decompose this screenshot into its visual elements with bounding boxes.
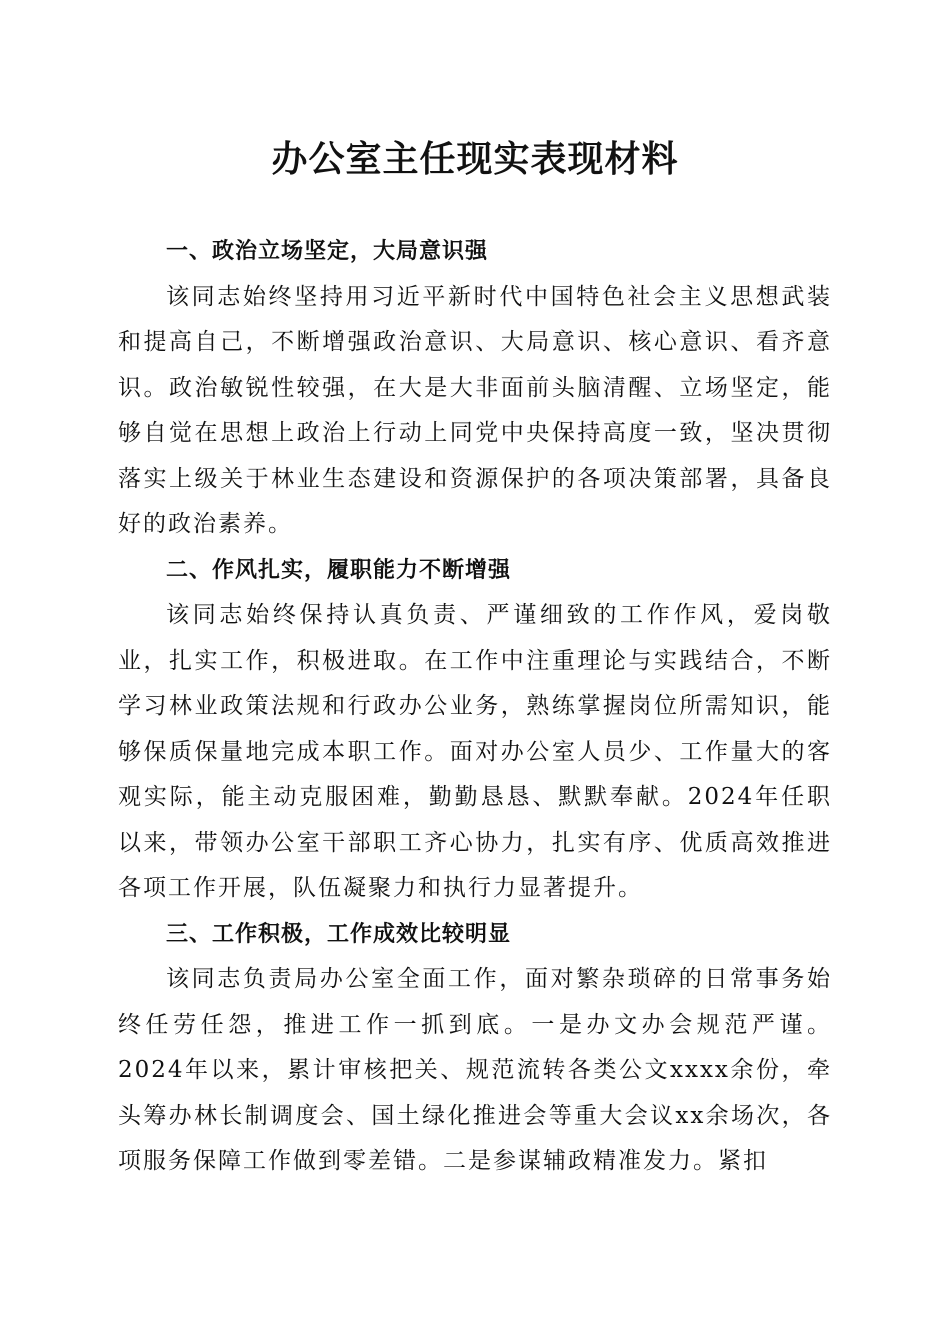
- section-paragraph-3: 该同志负责局办公室全面工作，面对繁杂琐碎的日常事务始终任劳任怨，推进工作一抓到底。一是办文办会规范严谨。2024年以来，累计审核把关、规范流转各类公文xxxx余份，牵头筹办林长制调度会、国土绿化推进会等重大会议xx余场次，各项服务保障工作做到零差错。二是参谋辅政精准发力。紧扣: [118, 966, 832, 1174]
- section-paragraph-1: 该同志始终坚持用习近平新时代中国特色社会主义思想武装和提高自己，不断增强政治意识、大局意识、核心意识、看齐意识。政治敏锐性较强，在大是大非面前头脑清醒、立场坚定，能够自觉在思想上政治上行动上同党中央保持高度一致，坚决贯彻落实上级关于林业生态建设和资源保护的各项决策部署，具备良好的政治素养。: [118, 283, 832, 537]
- section-heading-1: 一、政治立场坚定，大局意识强: [166, 239, 489, 264]
- section-heading-3: 三、工作积极，工作成效比较明显: [166, 921, 512, 947]
- document-body: [118, 229, 832, 1185]
- section-heading-2: 二、作风扎实，履职能力不断增强: [166, 557, 512, 583]
- section-paragraph-2: 该同志始终保持认真负责、严谨细致的工作作风，爱岗敬业，扎实工作，积极进取。在工作中注重理论与实践结合，不断学习林业政策法规和行政办公业务，熟练掌握岗位所需知识，能够保质保量地完成本职工作。面对办公室人员少、工作量大的客观实际，能主动克服困难，勤勤恳恳、默默奉献。2024年任职以来，带领办公室干部职工齐心协力，扎实有序、优质高效推进各项工作开展，队伍凝聚力和执行力显著提升。: [118, 602, 832, 901]
- document-title: 办公室主任现实表现材料: [271, 138, 679, 180]
